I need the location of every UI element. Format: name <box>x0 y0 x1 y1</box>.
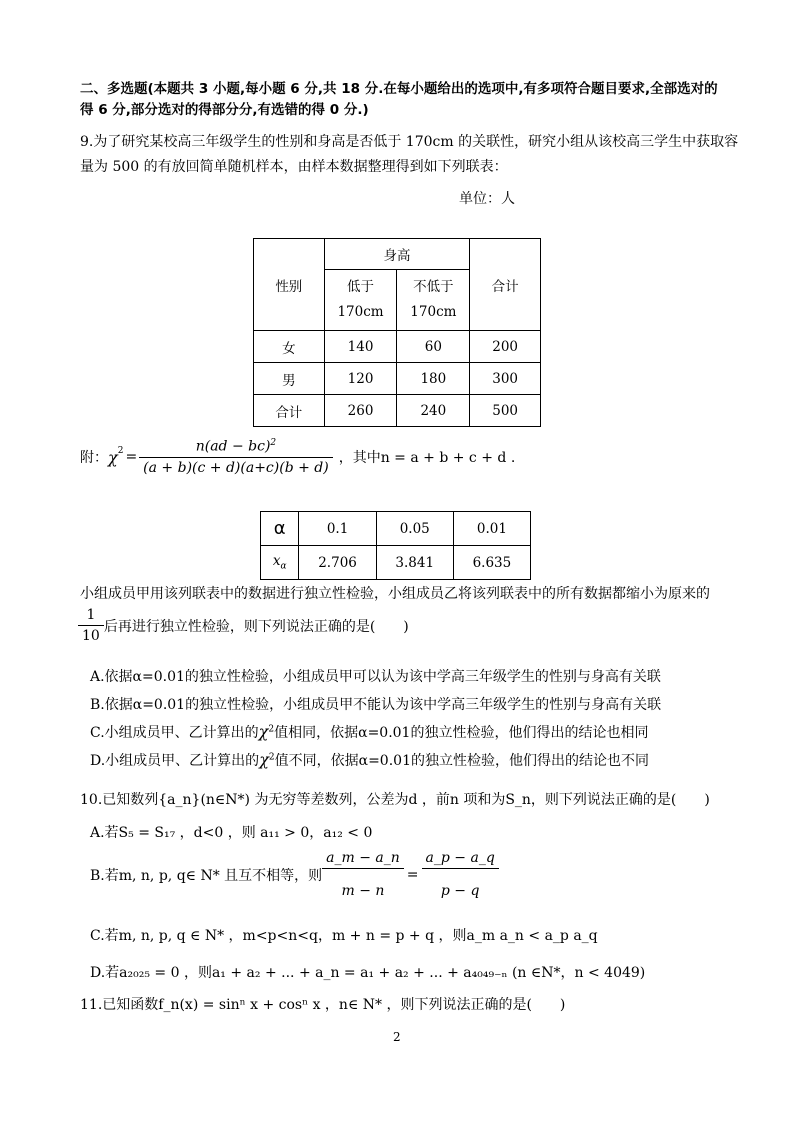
alpha-critical-table <box>260 511 531 580</box>
cell-high: 60 <box>397 331 470 363</box>
q9-option-b: B.依据α=0.01的独立性检验，小组成员甲不能认为该中学高三年级学生的性别与身高有关联 <box>90 697 662 713</box>
alpha-value: 0.05 <box>376 512 453 546</box>
q10-b-frac2-den: p − q <box>440 883 480 899</box>
formula-prefix: 附： <box>80 450 108 466</box>
q9-stem2-text: 后再进行独立性检验，则下列说法正确的是( ) <box>103 618 409 635</box>
opt-d-chi: χ <box>259 750 269 769</box>
formula-denominator: (a + b)(c + d)(a+c)(b + d) <box>143 459 329 476</box>
x-label: x <box>272 553 281 570</box>
alpha-value: 0.1 <box>299 512 376 546</box>
formula-numerator <box>139 438 333 458</box>
q9-option-a: A.依据α=0.01的独立性检验，小组成员甲可以认为该中学高三年级学生的性别与身高有关联 <box>90 669 661 685</box>
alpha-label: α <box>261 512 299 546</box>
formula-where: ，其中n = a + b + c + d . <box>338 450 516 466</box>
cell-low: 120 <box>324 363 397 395</box>
th-height: 身高 <box>324 239 470 270</box>
formula-eq: = <box>125 449 138 465</box>
alpha-value: 0.01 <box>453 512 530 546</box>
q11-stem: 11.已知函数f_n(x) = sinⁿ x + cosⁿ x ，n∈ N* ，则下列说法正确的是( ) <box>80 997 566 1013</box>
q10-option-b <box>90 850 499 899</box>
row-label: 男 <box>254 363 325 395</box>
th-low <box>324 270 397 331</box>
opt-c-chi: χ <box>258 722 269 741</box>
table-row <box>254 363 541 395</box>
q10-b-frac1-num: a_m − a_n <box>322 850 404 869</box>
formula-numerator-text: n(ad − bc) <box>195 438 271 455</box>
q10-b-eq: = <box>406 866 419 883</box>
q10-b-frac2 <box>422 850 499 899</box>
th-high-2: 170cm <box>410 304 457 320</box>
q10-option-a: A.若S₅ = S₁₇ ，d<0 ，则 a₁₁ > 0，a₁₂ < 0 <box>90 825 373 841</box>
formula-numerator-sup: 2 <box>270 438 277 449</box>
section-title-line2: 得 6 分,部分选对的得部分分,有选错的得 0 分.) <box>80 102 369 118</box>
q9-unit-label: 单位：人 <box>459 191 515 207</box>
q10-option-d: D.若a₂₀₂₅ = 0 ，则a₁ + a₂ + ... + a_n = a₁ + a₂ + ... + a₄₀₄₉₋ₙ (n ∈N*，n < 4049) <box>90 965 646 981</box>
frac-num: 1 <box>78 607 104 626</box>
th-low-2: 170cm <box>337 304 384 320</box>
q9-option-d <box>90 750 649 770</box>
opt-c-chi-sup: 2 <box>268 724 275 735</box>
table-row <box>254 395 541 427</box>
row-label: 女 <box>254 331 325 363</box>
th-total: 合计 <box>470 239 541 331</box>
opt-c-pre: C.小组成员甲、乙计算出的 <box>90 725 259 741</box>
frac-den: 10 <box>82 628 100 644</box>
critical-value: 3.841 <box>376 546 453 580</box>
contingency-table <box>253 238 541 427</box>
q10-b-pre: B.若m, n, p, q∈ N* 且互不相等，则 <box>90 867 323 884</box>
q9-stem-line2: 量为 500 的有放回简单随机样本，由样本数据整理得到如下列联表： <box>80 159 508 175</box>
chi-square-formula <box>80 432 515 482</box>
page-number: 2 <box>393 1030 401 1044</box>
row-label: 合计 <box>254 395 325 427</box>
q9-stem-line1: 9.为了研究某校高三年级学生的性别和身高是否低于 170cm 的关联性，研究小组从该校高三学生中获取容 <box>80 134 739 150</box>
q10-stem: 10.已知数列{a_n}(n∈N*) 为无穷等差数列，公差为d ，前n 项和为S_n，则下列说法正确的是( ) <box>80 792 710 808</box>
th-high <box>397 270 470 331</box>
formula-fraction <box>139 438 333 476</box>
opt-d-pre: D.小组成员甲、乙计算出的 <box>90 753 260 769</box>
opt-d-post: 值不同，依据α=0.01的独立性检验，他们得出的结论也不同 <box>274 753 649 769</box>
cell-low: 140 <box>324 331 397 363</box>
opt-d-chi-sup: 2 <box>268 752 275 763</box>
q10-option-c: C.若m, n, p, q ∈ N* ，m<p<n<q，m + n = p + q ，则a_m a_n < a_p a_q <box>90 928 598 944</box>
x-alpha-label <box>261 546 299 580</box>
opt-c-post: 值相同，依据α=0.01的独立性检验，他们得出的结论也相同 <box>274 725 649 741</box>
cell-high: 180 <box>397 363 470 395</box>
cell-low: 260 <box>324 395 397 427</box>
q10-b-frac1 <box>322 850 404 899</box>
th-gender: 性别 <box>254 239 325 331</box>
cell-total: 200 <box>470 331 541 363</box>
q9-stem-part2 <box>78 607 409 644</box>
section-title-line1: 二、多选题(本题共 3 小题,每小题 6 分,共 18 分.在每小题给出的选项中,有多项符合题目要求,全部选对的 <box>80 81 718 97</box>
critical-value: 2.706 <box>299 546 376 580</box>
q9-stem-part1: 小组成员甲用该列联表中的数据进行独立性检验，小组成员乙将该列联表中的所有数据都缩小为原来的 <box>80 586 710 602</box>
th-low-1: 低于 <box>347 279 375 295</box>
chi-sup: 2 <box>117 446 124 456</box>
cell-total: 300 <box>470 363 541 395</box>
cell-high: 240 <box>397 395 470 427</box>
table-row <box>254 331 541 363</box>
q10-b-frac2-num: a_p − a_q <box>422 850 499 869</box>
critical-value: 6.635 <box>453 546 530 580</box>
chi-symbol: χ <box>108 447 118 467</box>
q9-option-c <box>90 722 648 742</box>
one-tenth-fraction <box>78 607 104 644</box>
th-high-1: 不低于 <box>413 279 454 295</box>
cell-total: 500 <box>470 395 541 427</box>
q10-b-frac1-den: m − n <box>341 883 385 899</box>
x-sub: α <box>280 561 287 572</box>
